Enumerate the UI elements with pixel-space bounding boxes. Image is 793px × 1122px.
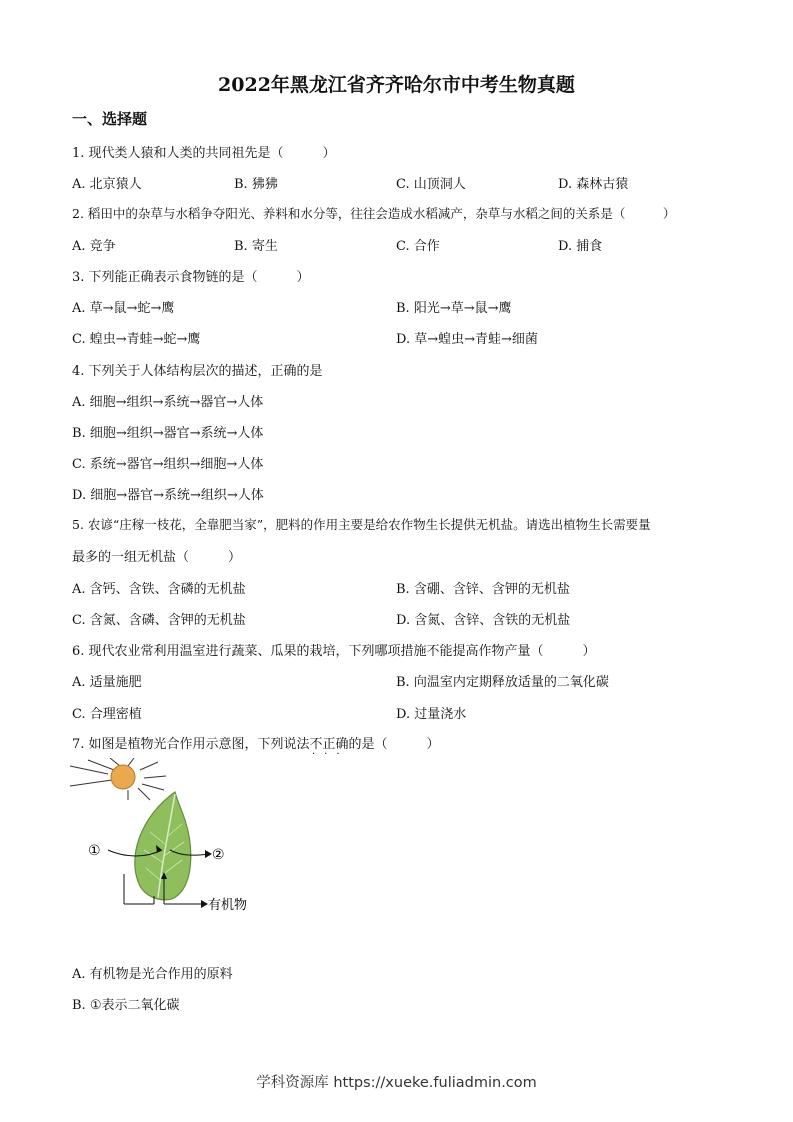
question-2-stem: 2. 稻田中的杂草与水稻争夺阳光、养料和水分等，往往会造成水稻减产，杂草与水稻之间的关系是（ ）: [72, 206, 676, 221]
sun-icon: [70, 758, 166, 800]
question-5-stem: 5. 农谚“庄稼一枝花，全靠肥当家”，肥料的作用主要是给农作物生长提供无机盐。请选出植物生长需要量: [72, 517, 651, 532]
question-4-stem: 4. 下列关于人体结构层次的描述，正确的是: [72, 364, 323, 379]
q2-option-d: D. 捕食: [558, 239, 603, 254]
question-7-stem: 7. 如图是植物光合作用示意图，下列说法不正确的是（ ）: [72, 737, 440, 752]
q5-option-a: A. 含钙、含铁、含磷的无机盐: [72, 582, 246, 597]
question-5-stem-cont: 最多的一组无机盐（ ）: [72, 550, 242, 565]
q3-option-a: A. 草→鼠→蛇→鹰: [72, 301, 175, 316]
q3-option-b: B. 阳光→草→鼠→鹰: [396, 301, 512, 316]
q3-option-d: D. 草→蝗虫→青蛙→细菌: [396, 332, 538, 347]
label-2: ②: [212, 847, 225, 863]
q2-option-b: B. 寄生: [234, 239, 278, 254]
photosynthesis-figure: [66, 758, 266, 918]
q1-option-a: A. 北京猿人: [72, 177, 142, 192]
q1-option-b: B. 狒狒: [234, 177, 278, 192]
q2-option-a: A. 竞争: [72, 239, 116, 254]
q6-option-d: D. 过量浇水: [396, 707, 467, 722]
q4-option-c: C. 系统→器官→组织→细胞→人体: [72, 457, 264, 472]
q5-option-b: B. 含硼、含锌、含钾的无机盐: [396, 582, 570, 597]
q5-option-c: C. 含氮、含磷、含钾的无机盐: [72, 613, 246, 628]
q1-option-c: C. 山顶洞人: [396, 177, 466, 192]
q7-option-b: B. ①表示二氧化碳: [72, 998, 180, 1013]
question-6-stem: 6. 现代农业常利用温室进行蔬菜、瓜果的栽培，下列哪项措施不能提高作物产量（ ）: [72, 644, 596, 659]
q4-option-b: B. 细胞→组织→器官→系统→人体: [72, 426, 264, 441]
q3-option-c: C. 蝗虫→青蛙→蛇→鹰: [72, 332, 201, 347]
q5-option-d: D. 含氮、含锌、含铁的无机盐: [396, 613, 571, 628]
q7-option-a: A. 有机物是光合作用的原料: [72, 967, 233, 982]
q1-option-d: D. 森林古猿: [558, 177, 629, 192]
section-heading: 一、选择题: [72, 110, 148, 128]
q4-option-d: D. 细胞→器官→系统→组织→人体: [72, 488, 264, 503]
leaf-icon: [135, 792, 191, 900]
q4-option-a: A. 细胞→组织→系统→器官→人体: [72, 395, 264, 410]
page-title: 2022年黑龙江省齐齐哈尔市中考生物真题: [218, 74, 575, 96]
q2-option-c: C. 合作: [396, 239, 440, 254]
label-organic-matter: 有机物: [208, 898, 248, 913]
footer-source: 学科资源库 https://xueke.fuliadmin.com: [256, 1075, 537, 1091]
q6-option-a: A. 适量施肥: [72, 675, 142, 690]
label-1: ①: [88, 843, 101, 859]
emphasis-dots: ···: [312, 749, 349, 760]
question-1-stem: 1. 现代类人猿和人类的共同祖先是（ ）: [72, 146, 336, 161]
q6-option-b: B. 向温室内定期释放适量的二氧化碳: [396, 675, 609, 690]
q6-option-c: C. 合理密植: [72, 707, 142, 722]
question-3-stem: 3. 下列能正确表示食物链的是（ ）: [72, 270, 310, 285]
